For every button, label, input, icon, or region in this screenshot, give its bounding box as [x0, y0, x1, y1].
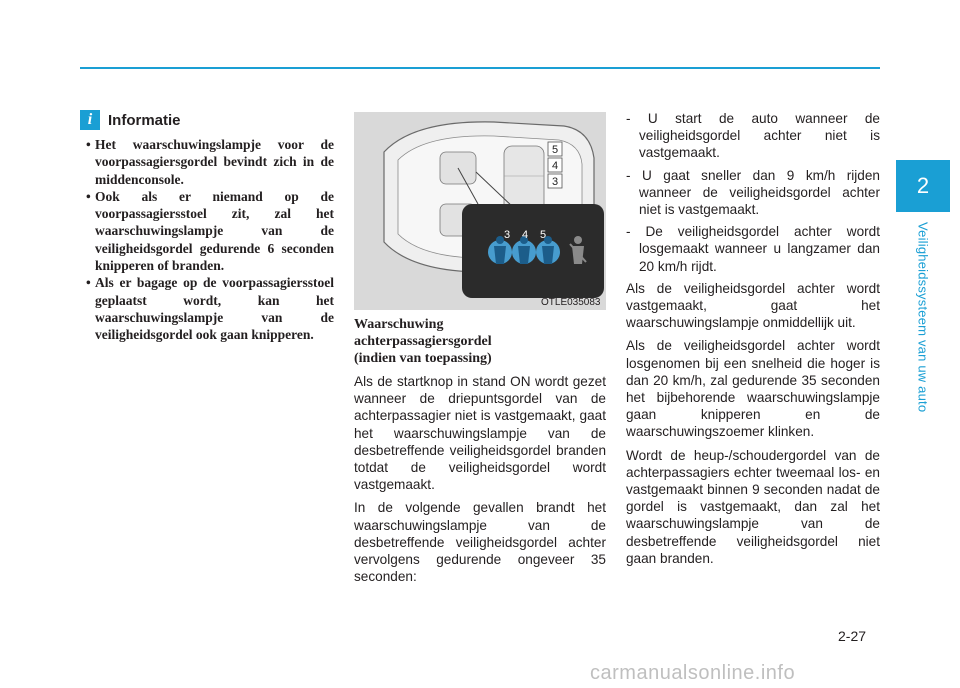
- page-number: 2-27: [838, 628, 867, 644]
- chapter-title: [896, 222, 950, 422]
- section-rear-belt: [354, 316, 606, 591]
- paragraph: Als de veiligheidsgordel achter wordt vastgemaakt, gaat het waarschuwingslampje onmiddellijk uit.: [626, 280, 880, 331]
- paragraph: Als de veiligheidsgordel achter wordt losgenomen bij een snelheid die hoger is dan 20 km/h, zal gedurende 35 seconden het bijbehorende waarschuwingslampje gaan knipperen en de waarschuwingszoemer klinken.: [626, 338, 880, 440]
- seat-label: 3: [551, 176, 559, 188]
- car-interior-illustration: [354, 112, 606, 310]
- panel-label: 5: [540, 229, 547, 241]
- seat-number-labels: [548, 142, 562, 188]
- info-bullet: • Ook als er niemand op de voorpassagiersstoel zit, zal het waarschuwingslampje van de veiligheidsgordel gedurende 6 seconden knipperen of branden.: [86, 188, 334, 274]
- figure-code: OTLE035083: [541, 297, 601, 308]
- dash-item: - U gaat sneller dan 9 km/h rijden wanneer de veiligheidsgordel achter niet is vastgemaakt.: [626, 167, 880, 218]
- dash-item: - De veiligheidsgordel achter wordt losgemaakt wanneer u langzamer dan 20 km/h rijdt.: [626, 224, 880, 274]
- paragraph: In de volgende gevallen brandt het waarschuwingslampje van de desbetreffende veiligheidsgordel achter vervolgens gedurende ongeveer 35 seconden:: [354, 500, 606, 585]
- info-bullet: • Het waarschuwingslampje voor de voorpassagiersgordel bevindt zich in de middenconsole.: [86, 137, 334, 187]
- section-title: Waarschuwing achterpassagiersgordel (indien van toepassing): [354, 317, 492, 366]
- paragraph: Als de startknop in stand ON wordt gezet wanneer de driepuntsgordel van de achterpassagier niet is vastgemaakt, gaat het waarschuwingslampje van de desbetreffende veiligheidsgordel branden totdat de veiligheidsgordel wordt vastgemaakt.: [354, 374, 606, 493]
- chapter-tab[interactable]: 2: [896, 160, 950, 212]
- dash-item: - U start de auto wanneer de veiligheidsgordel achter niet is vastgemaakt.: [626, 111, 880, 161]
- info-box: [80, 110, 334, 344]
- info-bullets: [80, 136, 334, 344]
- seat-label: 4: [551, 160, 559, 172]
- panel-label: 4: [522, 229, 529, 241]
- seatbelt-figure: [354, 112, 606, 310]
- column-right: [626, 110, 880, 573]
- seat-label: 5: [551, 144, 559, 156]
- info-title: Informatie: [108, 111, 181, 129]
- watermark: carmanualsonline.info: [590, 662, 796, 684]
- chapter-title-text: Veiligheidssysteem van uw auto: [915, 222, 931, 413]
- header-rule: [80, 67, 880, 69]
- paragraph: Wordt de heup-/schoudergordel van de achterpassagiers echter tweemaal los- en vastgemaakt binnen 9 seconden nadat de gordel is vastgemaakt, dan zal het waarschuwingslampje van de desbetreffende veiligheidsgordel niet gaan branden.: [626, 447, 880, 566]
- panel-label: 3: [504, 229, 511, 241]
- info-bullet: • Als er bagage op de voorpassagiersstoel geplaatst wordt, kan het waarschuwingslampje van de veiligheidsgordel ook gaan knipperen.: [86, 275, 334, 343]
- info-header: [80, 110, 334, 130]
- info-icon: i: [80, 110, 100, 130]
